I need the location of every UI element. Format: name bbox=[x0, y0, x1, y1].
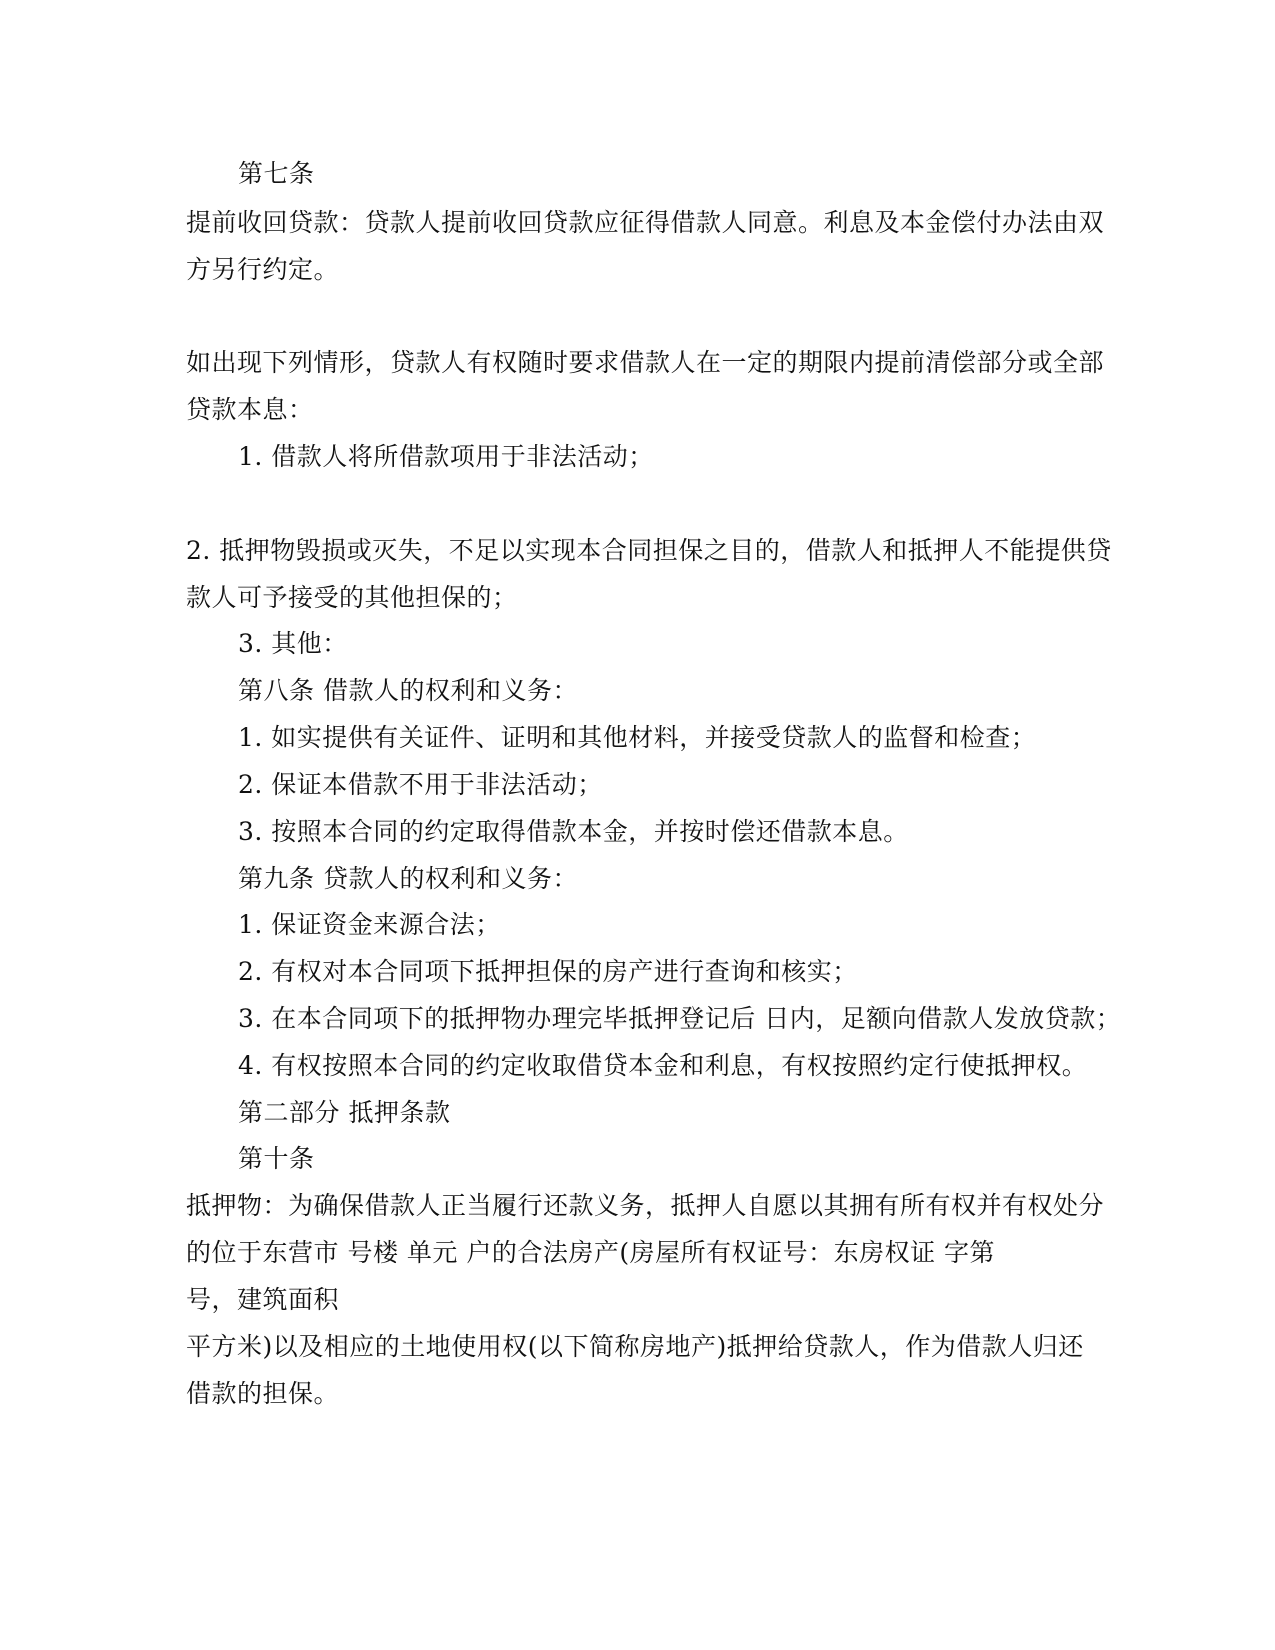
article-9-heading: 第九条 贷款人的权利和义务： bbox=[238, 864, 578, 893]
list-item: 3. 在本合同项下的抵押物办理完毕抵押登记后 日内，足额向借款人发放贷款； bbox=[238, 1004, 1122, 1033]
paragraph-line: 方另行约定。 bbox=[186, 255, 340, 284]
list-item: 2. 保证本借款不用于非法活动； bbox=[238, 770, 603, 799]
list-item: 2. 有权对本合同项下抵押担保的房产进行查询和核实； bbox=[238, 957, 858, 986]
article-10-heading: 第十条 bbox=[238, 1144, 315, 1173]
paragraph-line: 平方米)以及相应的土地使用权(以下简称房地产)抵押给贷款人，作为借款人归还 bbox=[186, 1332, 1084, 1361]
list-item: 1. 借款人将所借款项用于非法活动； bbox=[238, 442, 654, 471]
list-item: 1. 保证资金来源合法； bbox=[238, 910, 501, 939]
paragraph-line: 借款的担保。 bbox=[186, 1379, 340, 1408]
part-2-heading: 第二部分 抵押条款 bbox=[238, 1098, 451, 1127]
paragraph-line: 贷款本息： bbox=[186, 395, 314, 424]
paragraph-line: 提前收回贷款：贷款人提前收回贷款应征得借款人同意。利息及本金偿付办法由双 bbox=[186, 208, 1105, 237]
paragraph-line: 款人可予接受的其他担保的； bbox=[186, 583, 518, 612]
paragraph-line: 抵押物：为确保借款人正当履行还款义务，抵押人自愿以其拥有所有权并有权处分 bbox=[186, 1191, 1105, 1220]
article-8-heading: 第八条 借款人的权利和义务： bbox=[238, 676, 578, 705]
list-item: 3. 其他： bbox=[238, 629, 348, 658]
list-item: 2. 抵押物毁损或灭失，不足以实现本合同担保之目的，借款人和抵押人不能提供贷 bbox=[186, 536, 1112, 565]
paragraph-line: 如出现下列情形，贷款人有权随时要求借款人在一定的期限内提前清偿部分或全部 bbox=[186, 348, 1105, 377]
article-7-heading: 第七条 bbox=[238, 159, 315, 188]
list-item: 4. 有权按照本合同的约定收取借贷本金和利息，有权按照约定行使抵押权。 bbox=[238, 1051, 1088, 1080]
list-item: 3. 按照本合同的约定取得借款本金，并按时偿还借款本息。 bbox=[238, 817, 909, 846]
paragraph-line: 号，建筑面积 bbox=[186, 1285, 340, 1314]
paragraph-line: 的位于东营市 号楼 单元 户的合法房产(房屋所有权证号：东房权证 字第 bbox=[186, 1238, 996, 1267]
list-item: 1. 如实提供有关证件、证明和其他材料，并接受贷款人的监督和检查； bbox=[238, 723, 1037, 752]
